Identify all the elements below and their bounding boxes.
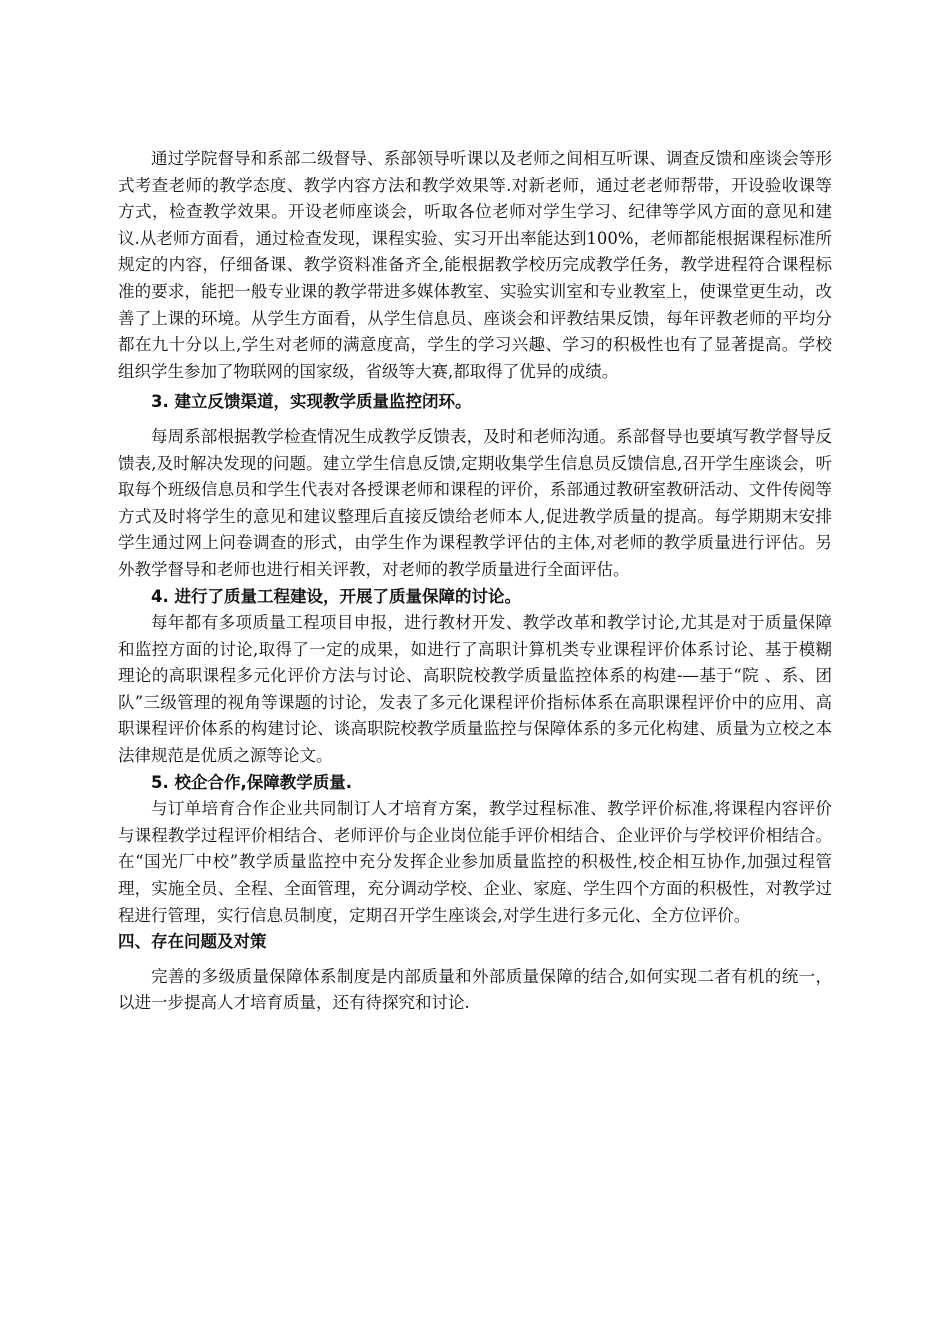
paragraph-quality-engineering: 每年都有多项质量工程项目申报，进行教材开发、教学改革和教学讨论,尤其是对于质量保障和监控方面的讨论,取得了一定的成果，如进行了高职计算机类专业课程评价体系讨论、基于模糊理论的高职课程多元化评价方法与讨论、高职院校教学质量监控体系的构建-—基于“院 、系、团队”三级管理的视角等课题的讨论，发表了多元化课程评价指标体系在高职课程评价中的应用、高职课程评价体系的构建讨论、谈高职院校教学质量监控与保障体系的多元化构建、质量为立校之本 法律规范是优质之源等论文。	[118, 613, 832, 766]
paragraph-supervision: 通过学院督导和系部二级督导、系部领导听课以及老师之间相互听课、调查反馈和座谈会等形式考查老师的教学态度、教学内容方法和教学效果等.对新老师，通过老老师帮带，开设验收课等方式，检查教学效果。开设老师座谈会，听取各位老师对学生学习、纪律等学风方面的意见和建议.从老师方面看，通过检查发现，课程实验、实习开出率能达到100%，老师都能根据课程标准所规定的内容，仔细备课、教学资料准备齐全,能根据教学校历完成教学任务，教学进程符合课程标准的要求，能把一般专业课的教学带进多媒体教室、实验实训室和专业教室上，使课堂更生动，改善了上课的环境。从学生方面看，从学生信息员、座谈会和评教结果反馈，每年评教老师的平均分都在九十分以上,学生对老师的满意度高，学生的学习兴趣、学习的积极性也有了显著提高。学校组织学生参加了物联网的国家级，省级等大赛,都取得了优异的成绩。	[118, 149, 832, 381]
heading-quality-engineering: 4. 进行了质量工程建设，开展了质量保障的讨论。	[151, 586, 521, 606]
paragraph-school-enterprise: 与订单培育合作企业共同制订人才培育方案，教学过程标准、教学评价标准,将课程内容评价与课程教学过程评价相结合、老师评价与企业岗位能手评价相结合、企业评价与学校评价相结合。在“国光厂中校”教学质量监控中充分发挥企业参加质量监控的积极性,校企相互协作,加强过程管理，实施全员、全程、全面管理，充分调动学校、企业、家庭、学生四个方面的积极性，对教学过程进行管理，实行信息员制度，定期召开学生座谈会,对学生进行多元化、全方位评价。	[118, 799, 832, 925]
heading-school-enterprise: 5. 校企合作,保障教学质量.	[151, 772, 353, 792]
section-heading-problems: 四、存在问题及对策	[118, 932, 267, 952]
paragraph-feedback: 每周系部根据教学检查情况生成教学反馈表，及时和老师沟通。系部督导也要填写教学督导反馈表,及时解决发现的问题。建立学生信息反馈,定期收集学生信息员反馈信息,召开学生座谈会，听取每个班级信息员和学生代表对各授课老师和课程的评价，系部通过教研室教研活动、文件传阅等方式及时将学生的意见和建议整理后直接反馈给老师本人,促进教学质量的提高。每学期期末安排学生通过网上问卷调查的形式，由学生作为课程教学评估的主体,对老师的教学质量进行评估。另外教学督导和老师也进行相关评教，对老师的教学质量进行全面评估。	[118, 426, 832, 579]
heading-feedback-channel: 3. 建立反馈渠道，实现教学质量监控闭环。	[151, 392, 472, 412]
paragraph-problems: 完善的多级质量保障体系制度是内部质量和外部质量保障的结合,如何实现二者有机的统一，以进一步提高人才培育质量，还有待探究和讨论.	[118, 966, 832, 1013]
document-page	[118, 146, 832, 1017]
